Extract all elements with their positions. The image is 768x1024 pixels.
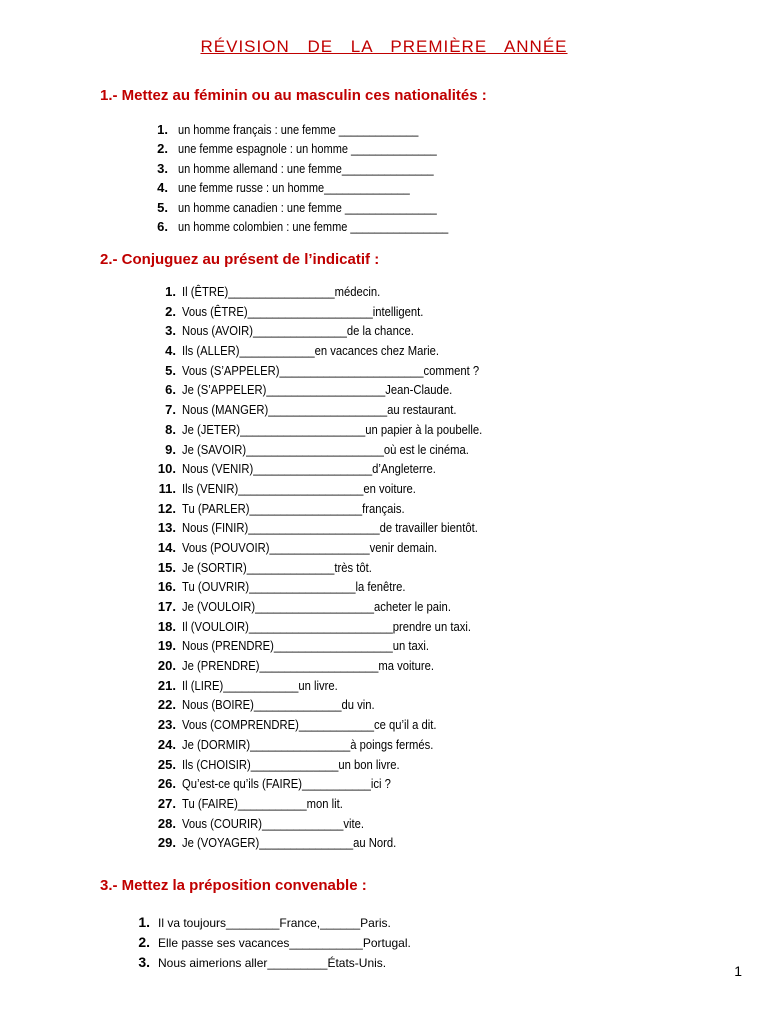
item-number: 26. — [157, 776, 176, 792]
item-number: 15. — [157, 559, 176, 575]
item-text: Je (S’APPELER)___________________Jean-Claude. — [182, 383, 453, 398]
item-text: Nous (BOIRE)______________du vin. — [182, 698, 375, 713]
list-item — [150, 814, 516, 834]
item-number: 6. — [157, 218, 168, 234]
list-item — [130, 932, 411, 952]
item-text: Je (VOYAGER)_______________au Nord. — [182, 836, 397, 851]
list-item — [150, 755, 516, 775]
item-text: Nous (VENIR)___________________d’Angleterre. — [182, 462, 436, 477]
item-text: Je (SORTIR)______________très tôt. — [182, 560, 372, 575]
list-item — [150, 361, 516, 381]
item-number: 6. — [165, 382, 176, 398]
item-text: Vous (ÊTRE)____________________intelligent. — [182, 304, 424, 319]
list-item — [150, 282, 516, 302]
item-number: 25. — [157, 756, 176, 772]
item-number: 12. — [157, 500, 176, 516]
list-item — [150, 459, 516, 479]
item-number: 17. — [157, 599, 176, 614]
item-number: 5. — [165, 362, 176, 378]
item-text: une femme russe : un homme______________ — [178, 181, 410, 196]
item-text: Ils (CHOISIR)______________un bon livre. — [182, 757, 400, 772]
item-number: 3. — [157, 160, 168, 176]
item-number: 18. — [157, 618, 176, 634]
list-item — [150, 617, 516, 637]
list-item — [150, 499, 516, 519]
list-item — [150, 217, 485, 236]
section-2-heading: 2.- Conjuguez au présent de l’indicatif : — [100, 251, 380, 268]
list-item — [150, 735, 516, 755]
item-text: Vous (COURIR)_____________vite. — [182, 816, 364, 831]
list-item — [150, 577, 516, 597]
item-text: un homme colombien : une femme ________________ — [178, 219, 449, 234]
item-text: un homme allemand : une femme_______________ — [178, 161, 434, 176]
item-number: 27. — [157, 795, 176, 811]
section-1-heading: 1.- Mettez au féminin ou au masculin ces nationalités : — [100, 87, 487, 104]
item-number: 4. — [165, 343, 176, 359]
item-number: 2. — [165, 303, 176, 319]
item-number: 13. — [157, 520, 176, 536]
item-text: Tu (OUVRIR)_________________la fenêtre. — [182, 580, 406, 595]
item-number: 11. — [158, 480, 176, 496]
item-number: 24. — [157, 736, 176, 752]
list-item — [150, 715, 516, 735]
item-text: Nous (AVOIR)_______________de la chance. — [182, 324, 414, 339]
list-item — [150, 302, 516, 322]
item-text: un homme canadien : une femme _______________ — [178, 200, 437, 215]
item-number: 28. — [157, 815, 176, 831]
item-number: 2. — [138, 934, 150, 950]
item-number: 23. — [157, 717, 176, 733]
item-number: 4. — [157, 180, 168, 196]
item-text: Je (DORMIR)________________à poings fermés. — [182, 737, 434, 752]
item-text: Je (SAVOIR)______________________où est le cinéma. — [182, 442, 469, 457]
item-text: Qu’est-ce qu’ils (FAIRE)___________ici ? — [182, 777, 391, 792]
item-text: Elle passe ses vacances___________Portugal. — [158, 936, 411, 950]
item-number: 19. — [157, 638, 176, 654]
item-number: 9. — [165, 441, 176, 457]
list-item — [130, 912, 411, 932]
item-text: Nous (FINIR)_____________________de travailler bientôt. — [182, 521, 478, 536]
item-text: une femme espagnole : un homme ______________ — [178, 142, 437, 157]
list-item — [150, 400, 516, 420]
list-item — [150, 321, 516, 341]
item-number: 1. — [157, 122, 168, 137]
list-item — [150, 479, 516, 499]
item-number: 21. — [157, 677, 176, 693]
item-number: 22. — [157, 697, 176, 713]
item-text: Nous (MANGER)___________________au restaurant. — [182, 403, 457, 418]
list-item — [150, 159, 485, 178]
list-item — [150, 676, 516, 696]
item-text: Vous (COMPRENDRE)____________ce qu’il a dit. — [182, 718, 437, 733]
list-item — [150, 139, 485, 158]
item-number: 5. — [157, 199, 168, 215]
list-item — [150, 774, 516, 794]
item-text: Vous (S’APPELER)_______________________comment ? — [182, 363, 480, 378]
item-text: Je (PRENDRE)___________________ma voiture. — [182, 659, 435, 674]
item-number: 1. — [138, 914, 150, 930]
item-number: 10. — [157, 461, 176, 477]
item-number: 1. — [165, 284, 176, 299]
list-item — [150, 178, 485, 197]
item-text: Nous aimerions aller_________États-Unis. — [158, 956, 387, 970]
item-text: Il va toujours________France,______Paris. — [158, 916, 391, 930]
page-number: 1 — [734, 963, 742, 979]
item-text: Vous (POUVOIR)________________venir demain. — [182, 540, 438, 555]
item-text: Ils (ALLER)____________en vacances chez Marie. — [182, 344, 440, 359]
item-number: 3. — [138, 954, 150, 970]
list-item — [150, 695, 516, 715]
list-item — [150, 440, 516, 460]
item-text: Je (JETER)____________________un papier à la poubelle. — [182, 422, 483, 437]
document-title: RÉVISION DE LA PREMIÈRE ANNÉE — [200, 37, 568, 56]
list-item — [150, 636, 516, 656]
item-number: 14. — [157, 539, 176, 555]
item-text: Je (VOULOIR)___________________acheter le pain. — [182, 600, 451, 614]
item-number: 20. — [157, 658, 176, 674]
item-number: 7. — [165, 402, 176, 418]
section-1-list — [150, 120, 485, 236]
section-3-heading: 3.- Mettez la préposition convenable : — [100, 877, 367, 894]
item-number: 29. — [157, 835, 176, 851]
list-item — [150, 656, 516, 676]
list-item — [150, 518, 516, 538]
item-number: 3. — [165, 323, 176, 339]
list-item — [150, 198, 485, 217]
list-item — [150, 341, 516, 361]
list-item — [150, 420, 516, 440]
list-item — [130, 952, 411, 972]
list-item — [150, 120, 485, 139]
item-text: Nous (PRENDRE)___________________un taxi. — [182, 639, 430, 654]
item-text: Tu (FAIRE)___________mon lit. — [182, 796, 343, 811]
list-item — [150, 794, 516, 814]
item-number: 16. — [157, 579, 176, 595]
list-item — [150, 538, 516, 558]
list-item — [150, 558, 516, 578]
list-item — [150, 833, 516, 853]
list-item — [150, 597, 516, 617]
item-number: 2. — [157, 141, 168, 157]
list-item — [150, 380, 516, 400]
item-text: Il (ÊTRE)_________________médecin. — [182, 285, 381, 299]
section-2-list — [150, 282, 516, 853]
item-text: un homme français : une femme _____________ — [178, 123, 419, 137]
section-3-list — [130, 912, 411, 972]
item-text: Il (VOULOIR)_______________________prendre un taxi. — [182, 619, 471, 634]
item-text: Tu (PARLER)__________________français. — [182, 501, 405, 516]
item-text: Ils (VENIR)____________________en voiture. — [182, 481, 416, 496]
item-number: 8. — [165, 421, 176, 437]
item-text: Il (LIRE)____________un livre. — [182, 678, 338, 693]
